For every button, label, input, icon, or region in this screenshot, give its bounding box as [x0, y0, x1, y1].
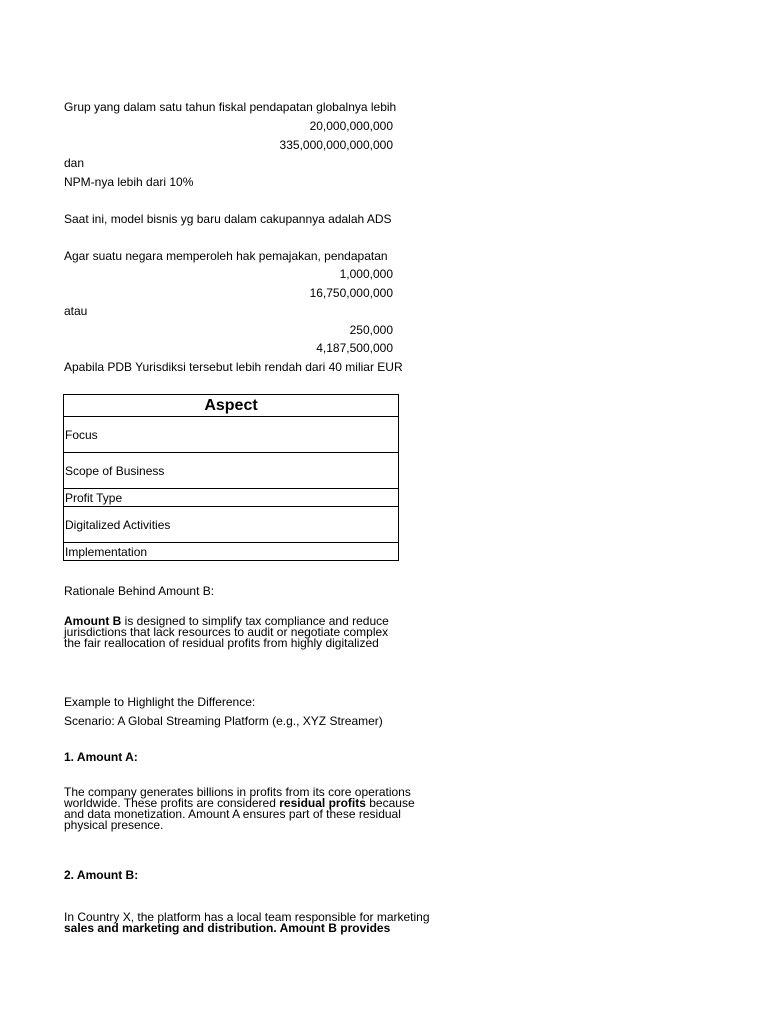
example-title: Example to Highlight the Difference:	[64, 695, 256, 709]
table-header: Aspect	[64, 395, 399, 417]
nexus-line: Agar suatu negara memperoleh hak pemajakan, pendapatan	[64, 249, 388, 263]
table-row: Digitalized Activities	[64, 507, 399, 543]
scenario-line: Scenario: A Global Streaming Platform (e.g., XYZ Streamer)	[64, 714, 383, 728]
revenue-threshold-eur: 20,000,000,000	[309, 119, 393, 133]
amount-b-bold: Amount B	[64, 614, 122, 628]
conjunction-atau: atau	[64, 304, 88, 318]
spreadsheet-area	[63, 0, 430, 935]
aspect-table	[63, 394, 399, 561]
intro-line: Grup yang dalam satu tahun fiskal pendapatan globalnya lebih	[64, 100, 397, 114]
pdb-line: Apabila PDB Yurisdiksi tersebut lebih rendah dari 40 miliar EUR	[64, 360, 403, 374]
table-row: Implementation	[64, 543, 399, 561]
business-model-line: Saat ini, model bisnis yg baru dalam cakupannya adalah ADS	[64, 212, 392, 226]
small-nexus-value-eur: 250,000	[349, 323, 393, 337]
amount-b-paragraph: In Country X, the platform has a local team responsible for marketing sales and marketing and distribution. Amount B provides	[64, 910, 430, 935]
npm-line: NPM-nya lebih dari 10%	[64, 175, 194, 189]
revenue-threshold-idr: 335,000,000,000,000	[279, 138, 393, 152]
conjunction-dan: dan	[64, 156, 85, 170]
rationale-title: Rationale Behind Amount B:	[64, 584, 215, 598]
rationale-paragraph: Amount B is designed to simplify tax compliance and reduce jurisdictions that lack resources to audit or negotiate complex the fair reallocation of residual profits from highly digitalized	[64, 614, 389, 650]
nexus-value-eur: 1,000,000	[339, 267, 393, 281]
table-row: Scope of Business	[64, 453, 399, 489]
table-row: Focus	[64, 417, 399, 453]
table-row: Profit Type	[64, 489, 399, 507]
small-nexus-value-idr: 4,187,500,000	[316, 341, 393, 355]
nexus-value-idr: 16,750,000,000	[309, 286, 393, 300]
amount-a-paragraph: The company generates billions in profits from its core operations worldwide. These profits are considered residual profits because and data monetization. Amount A ensures part of these residual physical presence.	[64, 785, 415, 832]
amount-b-heading: 2. Amount B:	[64, 868, 139, 882]
amount-a-heading: 1. Amount A:	[64, 750, 138, 764]
